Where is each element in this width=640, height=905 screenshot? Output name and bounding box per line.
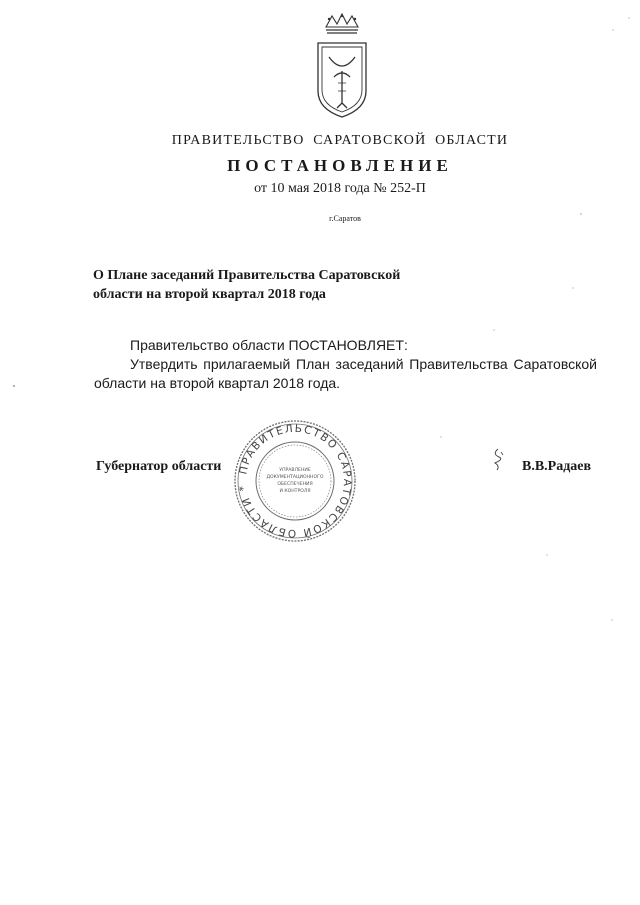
seal-inner-line-4: И КОНТРОЛЯ — [279, 489, 311, 494]
document-date-number: от 10 мая 2018 года № 252-П — [254, 181, 426, 196]
government-name: ПРАВИТЕЛЬСТВО САРАТОВСКОЙ ОБЛАСТИ — [171, 133, 509, 148]
decree-line: Правительство области ПОСТАНОВЛЯЕТ: — [130, 337, 408, 353]
signatory-name: В.В.Радаев — [522, 459, 592, 474]
seal-inner-line-3: ОБЕСПЕЧЕНИЯ — [277, 482, 313, 487]
subject-line-1: О Плане заседаний Правительства Саратовской — [93, 268, 401, 283]
document-city: г.Саратов — [329, 214, 361, 223]
document-subject — [93, 266, 493, 304]
saratov-coat-of-arms-icon — [312, 13, 372, 121]
document-type-title: ПОСТАНОВЛЕНИЕ — [227, 156, 453, 175]
document-body — [94, 336, 597, 393]
official-seal-stamp — [232, 418, 358, 544]
decree-text: Утвердить прилагаемый План заседаний Правительства Саратовской области на второй квартал 2018 года. — [94, 356, 597, 391]
seal-ring-text: ПРАВИТЕЛЬСТВО САРАТОВСКОЙ ОБЛАСТИ * — [237, 422, 354, 540]
signature-mark — [486, 446, 510, 472]
subject-line-2: области на второй квартал 2018 года — [93, 287, 326, 302]
seal-inner-line-1: УПРАВЛЕНИЕ — [279, 468, 311, 473]
seal-inner-line-2: ДОКУМЕНТАЦИОННОГО — [266, 475, 324, 480]
signatory-title: Губернатор области — [96, 459, 222, 474]
